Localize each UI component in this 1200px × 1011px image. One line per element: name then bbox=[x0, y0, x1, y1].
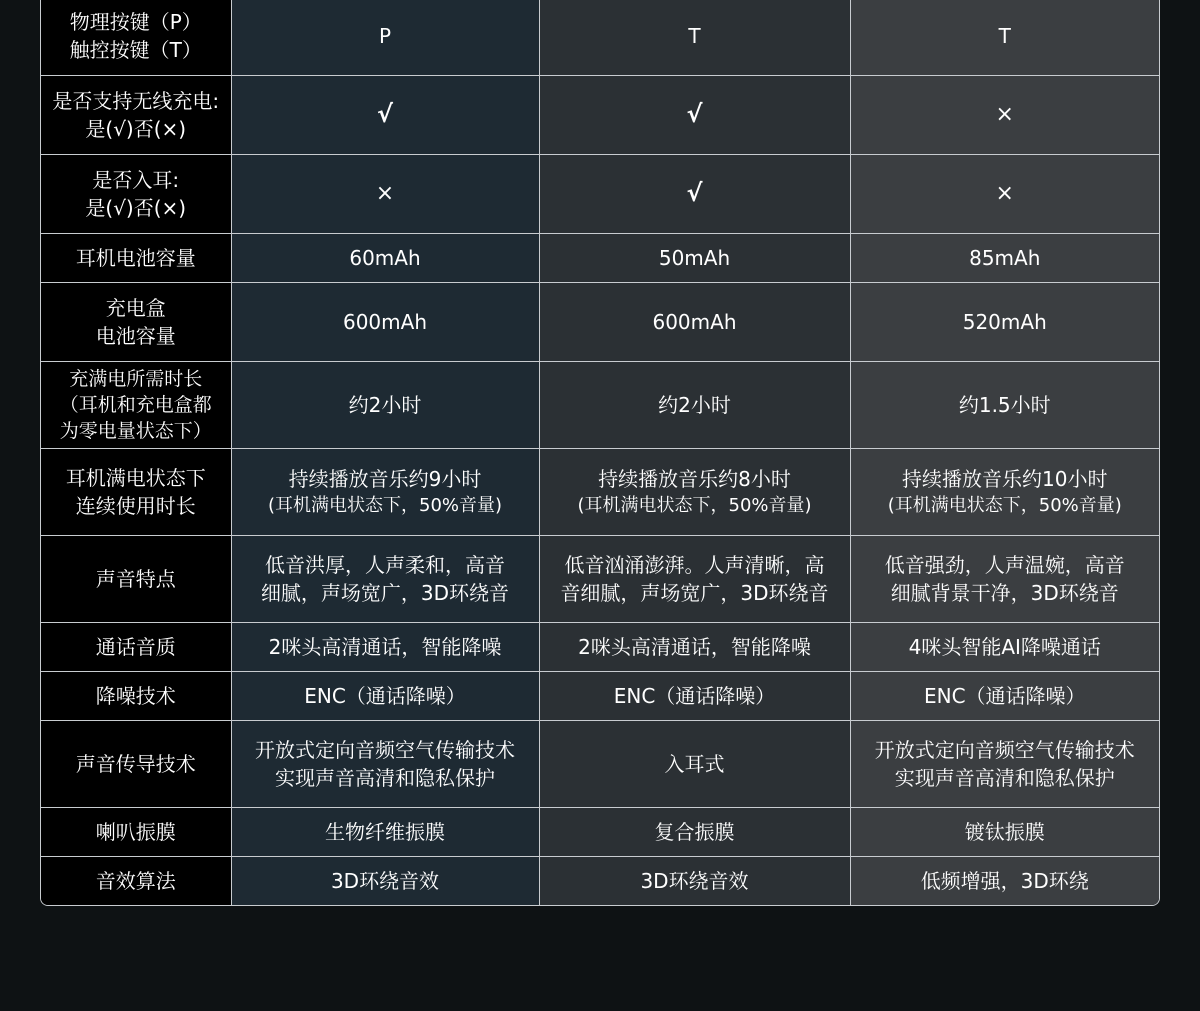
cell-col-3: 低音强劲，人声温婉，高音 细腻背景干净，3D环绕音 bbox=[850, 535, 1159, 622]
row-label: 喇叭振膜 bbox=[41, 807, 231, 856]
cell-col-3: 85mAh bbox=[850, 233, 1159, 282]
row-label: 通话音质 bbox=[41, 622, 231, 671]
row-label: 耳机满电状态下 连续使用时长 bbox=[41, 448, 231, 535]
row-charge-time bbox=[41, 361, 1159, 448]
row-label: 是否入耳: 是(√)否(×) bbox=[41, 154, 231, 233]
row-label: 充满电所需时长 （耳机和充电盒都 为零电量状态下） bbox=[41, 361, 231, 448]
cell-col-1: 60mAh bbox=[231, 233, 539, 282]
cell-col-1: 600mAh bbox=[231, 282, 539, 361]
cell-col-2: 600mAh bbox=[539, 282, 850, 361]
check-mark: √ bbox=[539, 75, 850, 154]
cell-col-3: 520mAh bbox=[850, 282, 1159, 361]
check-mark: √ bbox=[539, 154, 850, 233]
cell-col-2: ENC（通话降噪） bbox=[539, 671, 850, 720]
cell-col-2: 约2小时 bbox=[539, 361, 850, 448]
cell-col-2: 复合振膜 bbox=[539, 807, 850, 856]
cell-col-2: 2咪头高清通话，智能降噪 bbox=[539, 622, 850, 671]
cell-col-3: 4咪头智能AI降噪通话 bbox=[850, 622, 1159, 671]
cell-col-3: 持续播放音乐约10小时 (耳机满电状态下，50%音量) bbox=[850, 448, 1159, 535]
row-label: 音效算法 bbox=[41, 856, 231, 905]
row-sound-features bbox=[41, 535, 1159, 622]
cell-col-1: 3D环绕音效 bbox=[231, 856, 539, 905]
cell-col-2: 50mAh bbox=[539, 233, 850, 282]
cell-col-1: ENC（通话降噪） bbox=[231, 671, 539, 720]
cell-col-1: 持续播放音乐约9小时 (耳机满电状态下，50%音量) bbox=[231, 448, 539, 535]
cell-col-3: T bbox=[850, 0, 1159, 75]
row-label: 降噪技术 bbox=[41, 671, 231, 720]
spec-comparison-table bbox=[40, 0, 1160, 906]
row-sound-conduction bbox=[41, 720, 1159, 807]
cell-col-1: 2咪头高清通话，智能降噪 bbox=[231, 622, 539, 671]
cross-mark: × bbox=[231, 154, 539, 233]
cell-col-1: 约2小时 bbox=[231, 361, 539, 448]
cell-col-3: 低频增强，3D环绕 bbox=[850, 856, 1159, 905]
cross-mark: × bbox=[850, 154, 1159, 233]
cell-col-2: T bbox=[539, 0, 850, 75]
cell-col-1: 开放式定向音频空气传输技术 实现声音高清和隐私保护 bbox=[231, 720, 539, 807]
row-label: 声音传导技术 bbox=[41, 720, 231, 807]
cross-mark: × bbox=[850, 75, 1159, 154]
row-usage-time bbox=[41, 448, 1159, 535]
row-label: 物理按键（P） 触控按键（T） bbox=[41, 0, 231, 75]
cell-col-3: 开放式定向音频空气传输技术 实现声音高清和隐私保护 bbox=[850, 720, 1159, 807]
cell-col-3: 镀钛振膜 bbox=[850, 807, 1159, 856]
cell-col-2: 入耳式 bbox=[539, 720, 850, 807]
row-in-ear bbox=[41, 154, 1159, 233]
row-speaker-diaphragm bbox=[41, 807, 1159, 856]
row-sound-algorithm bbox=[41, 856, 1159, 905]
row-button-type bbox=[41, 0, 1159, 75]
cell-col-3: 约1.5小时 bbox=[850, 361, 1159, 448]
row-label: 是否支持无线充电: 是(√)否(×) bbox=[41, 75, 231, 154]
row-label: 充电盒 电池容量 bbox=[41, 282, 231, 361]
cell-col-1: P bbox=[231, 0, 539, 75]
row-label: 声音特点 bbox=[41, 535, 231, 622]
spec-table bbox=[41, 0, 1159, 905]
cell-col-1: 生物纤维振膜 bbox=[231, 807, 539, 856]
row-case-battery bbox=[41, 282, 1159, 361]
row-wireless-charging bbox=[41, 75, 1159, 154]
cell-col-2: 3D环绕音效 bbox=[539, 856, 850, 905]
cell-col-3: ENC（通话降噪） bbox=[850, 671, 1159, 720]
check-mark: √ bbox=[231, 75, 539, 154]
row-label: 耳机电池容量 bbox=[41, 233, 231, 282]
row-noise-reduction bbox=[41, 671, 1159, 720]
cell-col-1: 低音洪厚，人声柔和，高音 细腻，声场宽广，3D环绕音 bbox=[231, 535, 539, 622]
row-call-quality bbox=[41, 622, 1159, 671]
row-earbud-battery bbox=[41, 233, 1159, 282]
cell-col-2: 低音汹涌澎湃。人声清晰，高 音细腻，声场宽广，3D环绕音 bbox=[539, 535, 850, 622]
cell-col-2: 持续播放音乐约8小时 (耳机满电状态下，50%音量) bbox=[539, 448, 850, 535]
